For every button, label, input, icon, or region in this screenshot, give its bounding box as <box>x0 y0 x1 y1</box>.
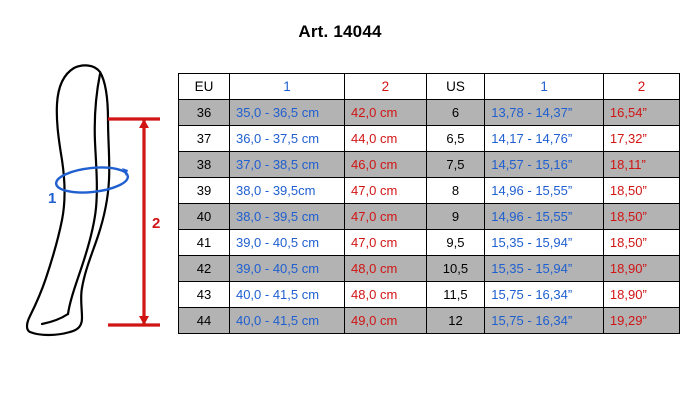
cell-cm-1: 39,0 - 40,5 cm <box>229 230 344 256</box>
cell-cm-2: 49,0 cm <box>345 308 427 334</box>
cell-in-1: 14,17 - 14,76” <box>485 126 604 152</box>
cell-us: 7,5 <box>426 152 485 178</box>
cell-eu: 38 <box>179 152 230 178</box>
cell-in-1: 15,35 - 15,94” <box>485 256 604 282</box>
column-header-in-2: 2 <box>603 74 679 100</box>
cell-eu: 42 <box>179 256 230 282</box>
table-row <box>179 204 680 230</box>
cell-eu: 40 <box>179 204 230 230</box>
cell-eu: 44 <box>179 308 230 334</box>
cell-cm-2: 46,0 cm <box>345 152 427 178</box>
cell-eu: 37 <box>179 126 230 152</box>
cell-us: 8 <box>426 178 485 204</box>
cell-cm-1: 39,0 - 40,5 cm <box>229 256 344 282</box>
diagram-label-2: 2 <box>152 215 161 232</box>
cell-cm-1: 36,0 - 37,5 cm <box>229 126 344 152</box>
cell-in-1: 14,57 - 15,16” <box>485 152 604 178</box>
page-title: Art. 14044 <box>298 22 382 41</box>
table-row <box>179 230 680 256</box>
table-header <box>179 74 680 100</box>
cell-in-2: 18,50” <box>603 204 679 230</box>
table-row <box>179 282 680 308</box>
cell-cm-2: 48,0 cm <box>345 282 427 308</box>
cell-eu: 41 <box>179 230 230 256</box>
cell-us: 6,5 <box>426 126 485 152</box>
leg-measurement-diagram <box>12 60 172 350</box>
diagram-label-1: 1 <box>48 190 57 207</box>
cell-us: 10,5 <box>426 256 485 282</box>
column-header-eu: EU <box>179 74 230 100</box>
cell-in-1: 15,75 - 16,34” <box>485 282 604 308</box>
cell-cm-2: 47,0 cm <box>345 204 427 230</box>
cell-cm-1: 38,0 - 39,5cm <box>229 178 344 204</box>
table-row <box>179 308 680 334</box>
cell-cm-1: 40,0 - 41,5 cm <box>229 308 344 334</box>
cell-in-2: 16,54” <box>603 100 679 126</box>
cell-in-2: 19,29” <box>603 308 679 334</box>
cell-us: 6 <box>426 100 485 126</box>
cell-in-1: 14,96 - 15,55” <box>485 204 604 230</box>
table-row <box>179 152 680 178</box>
cell-cm-1: 38,0 - 39,5 cm <box>229 204 344 230</box>
size-table <box>178 73 680 334</box>
table-row <box>179 100 680 126</box>
cell-cm-1: 37,0 - 38,5 cm <box>229 152 344 178</box>
cell-in-2: 18,90” <box>603 256 679 282</box>
cell-in-2: 18,11” <box>603 152 679 178</box>
table-row <box>179 178 680 204</box>
size-table-container <box>178 73 680 334</box>
cell-in-1: 15,75 - 16,34” <box>485 308 604 334</box>
cell-eu: 43 <box>179 282 230 308</box>
table-row <box>179 256 680 282</box>
cell-cm-2: 44,0 cm <box>345 126 427 152</box>
cell-in-1: 13,78 - 14,37” <box>485 100 604 126</box>
cell-in-2: 18,50” <box>603 230 679 256</box>
cell-in-2: 18,90” <box>603 282 679 308</box>
cell-in-1: 14,96 - 15,55” <box>485 178 604 204</box>
cell-cm-1: 40,0 - 41,5 cm <box>229 282 344 308</box>
cell-in-1: 15,35 - 15,94” <box>485 230 604 256</box>
column-header-cm-2: 2 <box>345 74 427 100</box>
column-header-us: US <box>426 74 485 100</box>
cell-in-2: 17,32” <box>603 126 679 152</box>
cell-cm-2: 47,0 cm <box>345 230 427 256</box>
column-header-in-1: 1 <box>485 74 604 100</box>
leg-outline-icon <box>27 65 109 335</box>
cell-us: 9,5 <box>426 230 485 256</box>
cell-eu: 39 <box>179 178 230 204</box>
cell-us: 12 <box>426 308 485 334</box>
table-header-row <box>179 74 680 100</box>
cell-cm-2: 48,0 cm <box>345 256 427 282</box>
cell-cm-2: 47,0 cm <box>345 178 427 204</box>
circumference-measure-indicator <box>55 164 129 195</box>
cell-us: 9 <box>426 204 485 230</box>
cell-eu: 36 <box>179 100 230 126</box>
column-header-cm-1: 1 <box>229 74 344 100</box>
cell-cm-2: 42,0 cm <box>345 100 427 126</box>
table-body <box>179 100 680 334</box>
cell-us: 11,5 <box>426 282 485 308</box>
cell-cm-1: 35,0 - 36,5 cm <box>229 100 344 126</box>
table-row <box>179 126 680 152</box>
cell-in-2: 18,50” <box>603 178 679 204</box>
